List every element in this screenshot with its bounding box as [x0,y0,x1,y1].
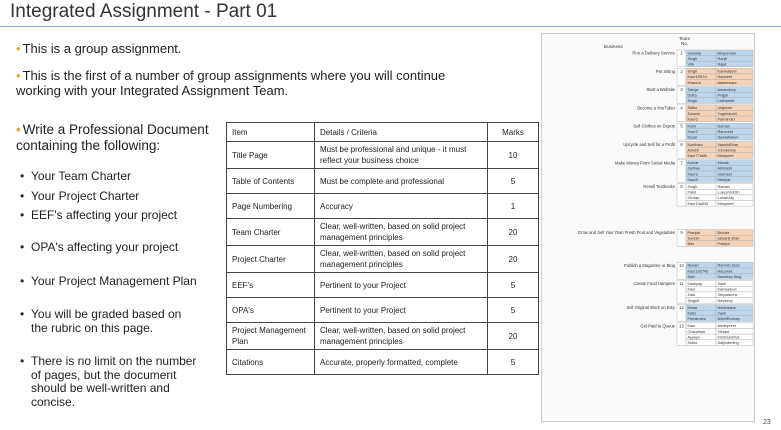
sheet-first-name: Manak [717,161,729,166]
sheet-last-name: Dutta [687,93,697,98]
sheet-business-name: Create Food Hampers [633,281,675,287]
table-row [227,194,539,219]
sheet-first-name: Sahil [717,282,726,286]
sheet-business-name: Upcycle and Sell for a Profit [623,142,675,147]
sheet-last-name: Suresh [687,236,700,241]
sheet-first-name: Manpreet [717,154,734,158]
rubric-header-marks: Marks [488,123,539,142]
sheet-last-name: Kaur2 [687,130,698,135]
sheet-first-name: Vikrant [717,329,730,334]
sheet-last-name: Singh8 [687,298,700,303]
sheet-last-name: Kalsi [687,311,696,316]
sheet-first-name: Brooke [717,230,730,235]
sheet-first-name: Bhupender [717,51,737,56]
sheet-team-number: 12 [679,305,684,311]
sheet-team-number: 11 [679,281,684,287]
sheet-business-name: Pet Sitting [655,68,675,74]
bullet-write-document: • Write a Professional Document containing the following: [16,122,209,153]
sheet-first-name: Johnkenny [717,148,736,153]
sheet-last-name: Singh [687,56,698,61]
rubric-marks: 5 [488,273,539,298]
team-sheet-svg [542,34,754,421]
sub-bullet-pm-plan: • Your Project Management Plan [20,274,197,288]
sheet-last-name: Solanki [687,111,700,116]
rubric-table [226,122,539,375]
sheet-first-name: Daman [717,124,730,129]
sheet-last-name: Desai [687,305,698,310]
rubric-item: Project Charter [227,246,315,273]
sheet-last-name: Dholap [687,196,700,201]
sheet-first-name: Navdeep [717,298,733,303]
sheet-first-name: Jasjinder [717,106,733,111]
rubric-criteria: Pertinent to your Project [315,298,488,323]
sheet-business-name: Start a Website [646,87,675,93]
sheet-last-name: Kaur1PA7d [687,75,707,80]
sheet-last-name: Patel [687,190,697,195]
table-row [227,323,539,350]
sheet-last-name: Kuntham [687,142,703,147]
sheet-team-number: 4 [680,105,683,111]
sheet-last-name: Fernandes [687,317,706,322]
sheet-first-name: Manpreet [717,201,734,206]
table-row [227,219,539,246]
sheet-first-name: VamshiDhar [717,142,739,147]
sheet-team-number: 7 [680,160,683,166]
sheet-first-name: Daljinderfing [717,341,739,345]
sheet-first-name: Prajjal [717,93,729,98]
bullet-first-of-number: • This is the first of a number of group assignments where you will continue working with your Integrated Assignment Team. [16,68,446,98]
sub-bullet-team-charter: • Your Team Charter [20,169,132,183]
sheet-business-name: Sell Clothes on Depop [633,123,675,129]
sheet-first-name: Amanpreet [717,324,737,329]
sheet-first-name: Ramneet [717,130,733,135]
sheet-last-name: Kaur [687,287,696,292]
sheet-first-name: Ranjit [717,56,728,61]
sub-bullet-project-charter: • Your Project Charter [20,189,140,203]
rubric-item: Citations [227,350,315,375]
sheet-first-name: aswanij shan [717,236,740,241]
sheet-last-name: Saluja [687,87,699,92]
table-row [227,142,539,169]
sheet-business-name: Publish a Magazine or Blog [624,262,675,268]
sub-bullet-no-limit: • There is no limit on the number of pages, but the document should be well-written and concise. [20,354,197,409]
rubric-item: OPA's [227,298,315,323]
rubric-item: Team Charter [227,219,315,246]
team-assignment-sheet [541,33,755,422]
sheet-business-name: Resell Textbooks [643,184,675,190]
sheet-team-number: 10 [679,262,684,268]
title-bar [0,0,781,27]
sheet-first-name: Harpreet [717,75,733,80]
sheet-last-name: Kohli [687,124,696,129]
rubric-criteria: Clear, well-written, based on solid project management principles [315,323,488,350]
sheet-first-name: Hetanksha [717,305,736,310]
sheet-first-name: Lakhpreet [717,99,735,104]
rubric-criteria: Accuracy [315,194,488,219]
rubric-header-row [227,123,539,142]
sheet-last-name: Sidhu [687,341,698,345]
sheet-last-name: Kaur [687,324,696,329]
sheet-last-name: Nesarl [687,263,699,268]
table-row [227,169,539,194]
sheet-last-name: Kaur192745 [687,269,709,274]
sheet-last-name: Pranjali [687,230,701,235]
sheet-last-name: Singh [687,69,698,74]
sheet-business-name: Grow and Sell Your Own Fresh Fruit and Vegetables [577,230,675,236]
sheet-team-number: 8 [680,184,683,190]
sheet-last-name: Ayyapu [687,335,701,340]
table-row [227,350,539,375]
sheet-last-name: Chaudhari [687,329,706,334]
sub-bullet-eefs: • EEF's affecting your project [20,208,178,222]
sheet-last-name: Ashish [687,148,699,153]
sheet-last-name: Kaur8 [687,177,698,182]
rubric-criteria: Must be complete and professional [315,169,488,194]
sheet-team-number: 3 [680,87,683,93]
sheet-business-name: Get Paid to Queue [640,323,675,329]
sheet-first-name: Shrpalsinhk [717,293,738,298]
sheet-last-name: Singh [687,185,698,189]
sheet-first-name: Rajat [717,62,727,67]
sheet-last-name: Kashyap [687,282,703,286]
sheet-first-name: Aaleenkaur [717,80,737,85]
rubric-marks: 20 [488,246,539,273]
bullet-dot: • [16,122,21,137]
rubric-marks: 5 [488,298,539,323]
sheet-team-number: 2 [680,68,683,74]
sheet-team-number: 6 [680,142,683,147]
rubric-header-item: Item [227,123,315,142]
sheet-header-business: Business [604,44,623,49]
sheet-last-name: Sidhu [687,106,698,111]
sheet-first-name: Abhilash [717,166,733,171]
sheet-first-name: Harpreet [717,269,733,274]
sheet-first-name: Raman [717,185,730,189]
table-row [227,298,539,323]
sheet-last-name: Kaur6 [687,117,698,122]
sheet-first-name: LukeshGirish [717,190,740,195]
sheet-first-name: Remnin stcel [717,263,740,268]
sheet-first-name: Sandeep Sing [717,274,742,279]
sheet-last-name: Virk [687,62,694,67]
rubric-item: Table of Contents [227,169,315,194]
sheet-last-name: Garnida [687,51,702,56]
sheet-last-name: Bisr [687,242,695,247]
sheet-last-name: Desai [687,135,698,140]
rubric-header-details: Details / Criteria [315,123,488,142]
sheet-first-name: Veerpal [717,177,731,182]
sheet-first-name: SwetaNaren [717,135,739,140]
bullet-dot: • [16,41,21,56]
sheet-last-name: Singh [687,99,698,104]
sheet-first-name: NikhilRodney [717,317,740,322]
sheet-first-name: Parminder [717,117,736,122]
sheet-team-number: 9 [680,230,683,236]
bullet-group-assignment: • This is a group assignment. [16,41,182,56]
sheet-first-name: Jasmeet [717,172,732,177]
sheet-first-name: Kanwarjeet [717,69,737,74]
sheet-first-name: KrishnaSriVa [717,335,740,340]
rubric-item: Project Management Plan [227,323,315,350]
rubric-criteria: Clear, well-written, based on solid project management principles [315,246,488,273]
rubric-criteria: Must be professional and unique - it must reflect your business choice [315,142,488,169]
sheet-first-name: LahariJay [717,196,734,201]
sheet-last-name: Kaur3 [687,172,698,177]
rubric-marks: 20 [488,219,539,246]
sheet-last-name: Kumar [687,161,699,166]
sheet-last-name: Khanna [687,80,701,85]
sheet-first-name: Kanwarjeet [717,287,737,292]
table-row [227,273,539,298]
sheet-first-name: Yogishkohli [717,111,737,116]
sheet-team-number: 5 [680,123,683,129]
sub-bullet-graded: • You will be graded based on the rubric on this page. [20,307,182,335]
sheet-first-name: Yash [717,311,726,316]
sheet-last-name: Jadhav [687,166,700,171]
sheet-team-number: 13 [679,323,684,329]
sheet-header-team: Team [679,36,691,41]
bullet-dot: • [16,68,21,83]
sheet-last-name: Kaur19a546 [687,201,709,206]
sheet-last-name: Kaur77aMk [687,154,707,158]
sub-bullet-opas: • OPA's affecting your project [20,240,179,254]
sheet-business-name: Make Money From Social Media [614,160,675,166]
rubric-marks: 1 [488,194,539,219]
sheet-business-name: Sell Original Work on Etsy [626,305,675,311]
rubric-item: EEF's [227,273,315,298]
sheet-last-name: Sahi [687,274,696,279]
sheet-last-name: Zala [687,293,695,298]
page-title: Integrated Assignment - Part 01 [10,1,278,22]
rubric-marks: 10 [488,142,539,169]
sheet-team-number: 1 [680,50,683,56]
rubric-criteria: Accurate, properly formatted, complete [315,350,488,375]
rubric-criteria: Pertinent to your Project [315,273,488,298]
rubric-marks: 5 [488,169,539,194]
rubric-item: Title Page [227,142,315,169]
rubric-criteria: Clear, well-written, based on solid project management principles [315,219,488,246]
sheet-first-name: Prabjot [717,242,730,247]
sheet-business-name: Run a Delivery Service [632,50,675,56]
rubric-marks: 20 [488,323,539,350]
table-row [227,246,539,273]
rubric-item: Page Numbering [227,194,315,219]
sheet-header-no: No. [681,41,689,46]
page-number: 23 [763,419,771,426]
sheet-first-name: Amandeep [717,87,736,92]
rubric-marks: 5 [488,350,539,375]
sheet-business-name: Become a YouTuber [637,105,675,111]
